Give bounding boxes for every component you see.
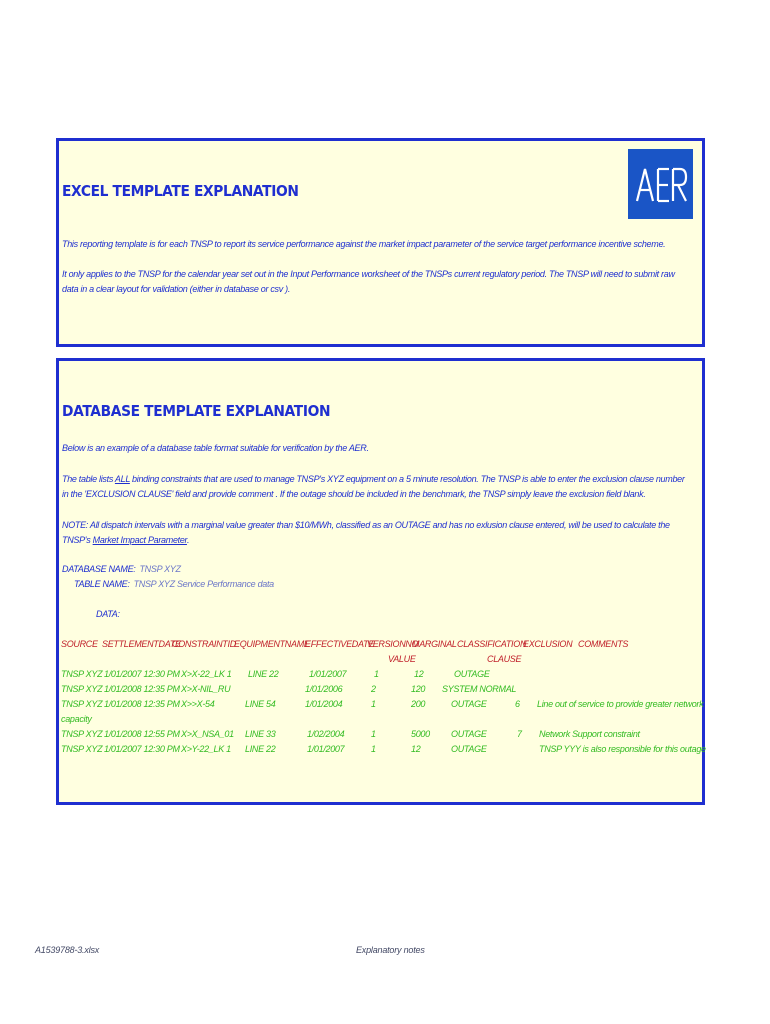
- aer-logo-icon: [628, 149, 693, 219]
- database-template-panel: [56, 358, 705, 805]
- cell-source: TNSP XYZ: [61, 684, 103, 694]
- cell-marginal: 5000: [411, 729, 430, 739]
- header-source: SOURCE: [61, 639, 98, 649]
- header-marginal: MARGINAL: [412, 639, 457, 649]
- cell-comments: Network Support constraint: [539, 729, 640, 739]
- cell-classification: OUTAGE: [454, 669, 490, 679]
- cell-classification: OUTAGE: [451, 744, 487, 754]
- database-para-2-pre: The table lists: [62, 474, 115, 484]
- excel-para-2: It only applies to the TNSP for the calendar year set out in the Input Performance worksheet of the TNSPs current regulatory period. The TNSP will need to submit raw data in a clear layout for validation (either in database or csv ).: [62, 269, 675, 294]
- header-effectivedate: EFFECTIVEDATE: [305, 639, 374, 649]
- database-para-1: Below is an example of a database table format suitable for verification by the AER.: [62, 443, 369, 453]
- cell-classification: SYSTEM NORMAL: [442, 684, 517, 694]
- cell-classification: OUTAGE: [451, 699, 487, 709]
- cell-effectivedate: 1/01/2006: [305, 684, 343, 694]
- table-name-line: [74, 579, 274, 589]
- data-label: DATA:: [96, 609, 120, 619]
- cell-constraintid: X>X_NSA_01: [181, 729, 234, 739]
- cell-marginal: 200: [411, 699, 426, 709]
- database-name-value: TNSP XYZ: [139, 564, 181, 574]
- cell-constraintid: X>X-NIL_RU: [181, 684, 231, 694]
- cell-constraintid: X>X-22_LK 1: [181, 669, 232, 679]
- cell-marginal: 120: [411, 684, 426, 694]
- header-settlementdate: SETTLEMENTDATE: [102, 639, 181, 649]
- header-constraintid: CONSTRAINTID: [172, 639, 236, 649]
- table-name-label: TABLE NAME:: [74, 579, 130, 589]
- database-name-label: DATABASE NAME:: [62, 564, 136, 574]
- database-note: [62, 518, 692, 548]
- cell-comments: TNSP YYY is also responsible for this outage: [539, 744, 706, 754]
- cell-comments: Line out of service to provide greater network: [537, 699, 704, 709]
- cell-source: TNSP XYZ: [61, 669, 103, 679]
- header-comments: COMMENTS: [578, 639, 629, 649]
- cell-marginal: 12: [414, 669, 424, 679]
- header-versionno: VERSIONNO: [367, 639, 419, 649]
- cell-equipmentname: LINE 54: [245, 699, 276, 709]
- cell-versionno: 1: [374, 669, 379, 679]
- cell-exclusion: 7: [517, 729, 522, 739]
- header-equipmentname: EQUIPMENTNAME: [234, 639, 310, 649]
- header-classification: CLASSIFICATION: [457, 639, 527, 649]
- database-section-title: DATABASE TEMPLATE EXPLANATION: [62, 402, 331, 420]
- cell-equipmentname: LINE 22: [248, 669, 279, 679]
- cell-settlementdate: 1/01/2007 12:30 PM: [104, 669, 180, 679]
- cell-versionno: 1: [371, 729, 376, 739]
- cell-constraintid: X>Y-22_LK 1: [181, 744, 231, 754]
- cell-marginal: 12: [411, 744, 421, 754]
- cell-classification: OUTAGE: [451, 729, 487, 739]
- cell-settlementdate: 1/01/2008 12:35 PM: [104, 684, 180, 694]
- footer-sheet-name: Explanatory notes: [356, 945, 425, 955]
- cell-constraintid: X>>X-54: [181, 699, 215, 709]
- cell-effectivedate: 1/01/2007: [309, 669, 347, 679]
- cell-versionno: 2: [371, 684, 376, 694]
- cell-source: TNSP XYZ: [61, 744, 103, 754]
- note-pre: NOTE: All dispatch intervals with a marginal value greater than $10/MWh, classified as an OUTAGE and has no exlusion clause entered, will be used to calculate the TNSP's: [62, 520, 670, 545]
- cell-exclusion: 6: [515, 699, 520, 709]
- cell-settlementdate: 1/01/2007 12:30 PM: [104, 744, 180, 754]
- excel-template-panel: [56, 138, 705, 347]
- header-clause: CLAUSE: [487, 654, 522, 664]
- excel-para-1: This reporting template is for each TNSP to report its service performance against the market impact parameter of the service target performance incentive scheme.: [62, 239, 666, 249]
- cell-versionno: 1: [371, 699, 376, 709]
- cell-versionno: 1: [371, 744, 376, 754]
- aer-logo: [628, 149, 693, 219]
- cell-effectivedate: 1/01/2007: [307, 744, 345, 754]
- market-impact-parameter-link[interactable]: Market Impact Parameter: [92, 535, 187, 545]
- note-post: .: [186, 535, 190, 545]
- cell-settlementdate: 1/01/2008 12:55 PM: [104, 729, 180, 739]
- cell-effectivedate: 1/02/2004: [307, 729, 345, 739]
- database-name-line: [62, 564, 181, 574]
- excel-section-title: EXCEL TEMPLATE EXPLANATION: [62, 182, 299, 200]
- cell-equipmentname: LINE 22: [245, 744, 276, 754]
- cell-comments-wrap: capacity: [61, 714, 92, 724]
- footer-filename: A1539788-3.xlsx: [35, 945, 100, 955]
- cell-source: TNSP XYZ: [61, 729, 103, 739]
- cell-source: TNSP XYZ: [61, 699, 103, 709]
- database-para-2-post: binding constraints that are used to manage TNSP's XYZ equipment on a 5 minute resolution. The TNSP is able to enter the exclusion clause number in the 'EXCLUSION CLAUSE' field and provide comment . If the outage should be included in the benchmark, the TNSP simply leave the exclusion field blank.: [62, 474, 685, 499]
- cell-settlementdate: 1/01/2008 12:35 PM: [104, 699, 180, 709]
- header-marginal-value: VALUE: [388, 654, 416, 664]
- cell-equipmentname: LINE 33: [245, 729, 276, 739]
- cell-effectivedate: 1/01/2004: [305, 699, 343, 709]
- database-para-2: [62, 472, 692, 502]
- table-name-value: TNSP XYZ Service Performance data: [133, 579, 274, 589]
- all-emphasis: ALL: [114, 474, 130, 484]
- header-exclusion: EXCLUSION: [523, 639, 573, 649]
